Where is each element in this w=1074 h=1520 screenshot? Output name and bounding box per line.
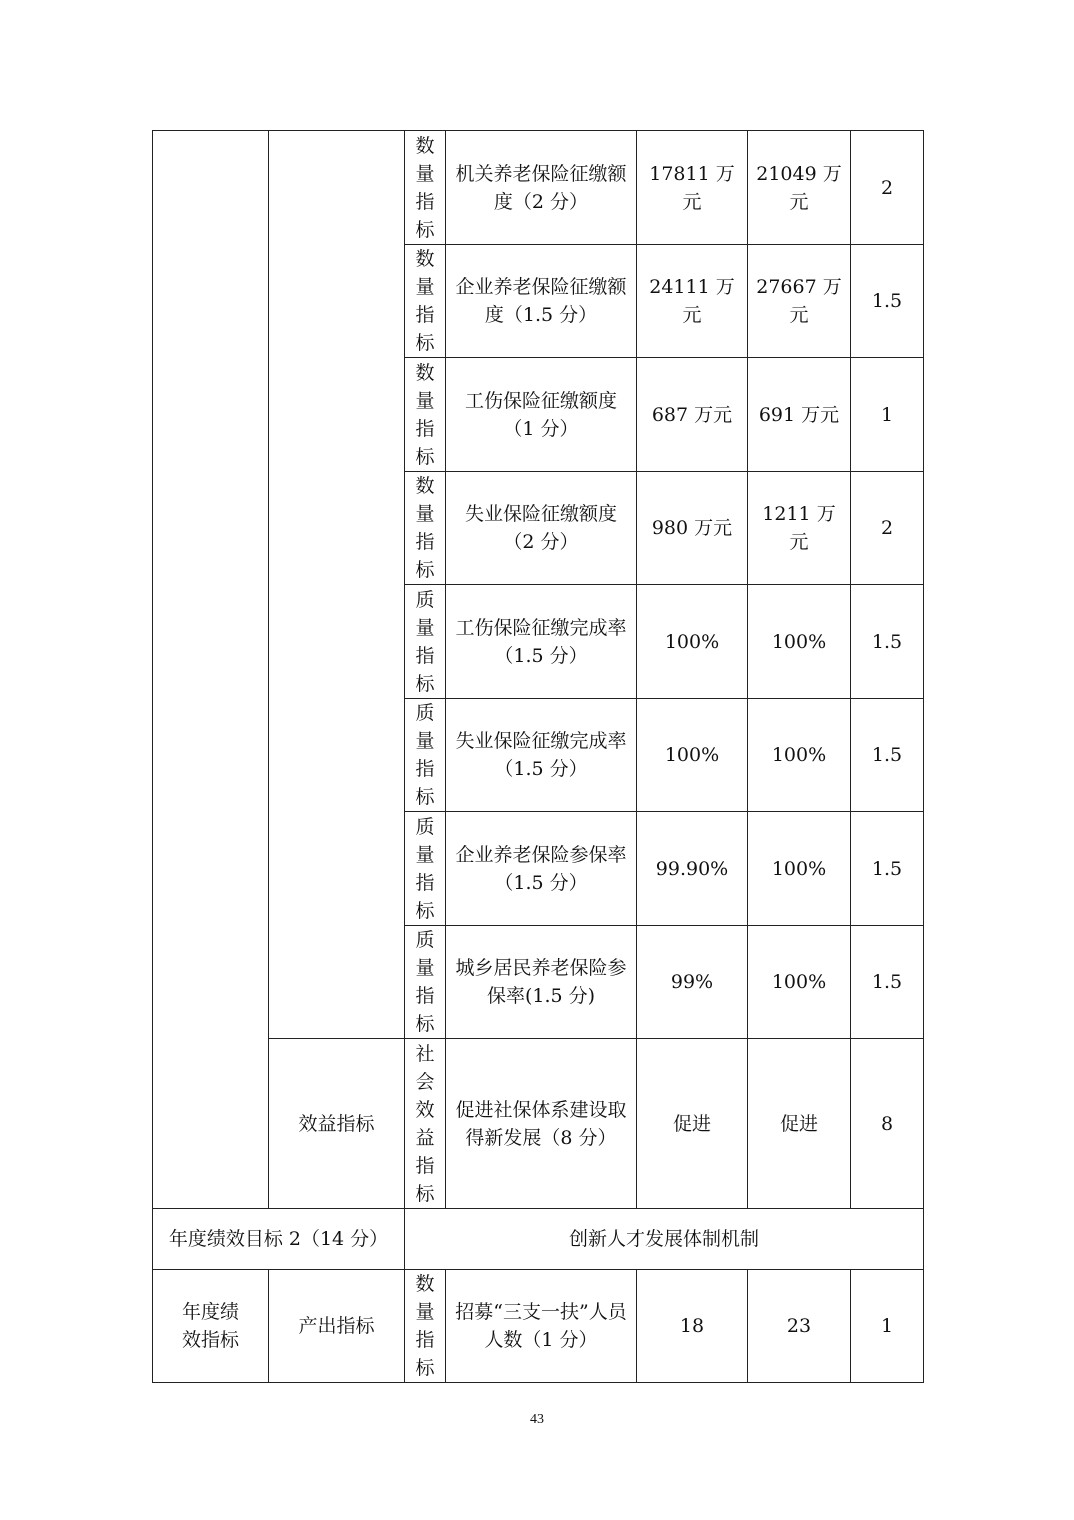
goal-row: [153, 1209, 924, 1270]
actual-value: 100%: [748, 699, 851, 812]
benefit-category: 效益指标: [269, 1039, 405, 1209]
score-value: 8: [851, 1039, 924, 1209]
indicator-kind: 数量指标: [405, 472, 446, 585]
performance-table: [152, 130, 924, 1383]
category-label: 产出指标: [269, 1270, 405, 1383]
indicator-desc: 工伤保险征缴额度（1 分）: [446, 358, 637, 472]
score-value: 2: [851, 131, 924, 245]
table-row: [153, 131, 924, 245]
goal-content: 创新人才发展体制机制: [405, 1209, 924, 1270]
target-value: 687 万元: [637, 358, 748, 472]
indicator-desc: 失业保险征缴额度（2 分）: [446, 472, 637, 585]
score-value: 1.5: [851, 926, 924, 1039]
target-value: 980 万元: [637, 472, 748, 585]
indicator-desc: 失业保险征缴完成率（1.5 分）: [446, 699, 637, 812]
score-value: 1.5: [851, 699, 924, 812]
indicator-kind: 质量指标: [405, 926, 446, 1039]
actual-value: 1211 万元: [748, 472, 851, 585]
indicator-kind: 质量指标: [405, 699, 446, 812]
actual-value: 促进: [748, 1039, 851, 1209]
score-value: 1.5: [851, 585, 924, 699]
target-value: 99%: [637, 926, 748, 1039]
actual-value: 100%: [748, 585, 851, 699]
actual-value: 21049 万元: [748, 131, 851, 245]
target-value: 17811 万元: [637, 131, 748, 245]
indicator-kind: 数量指标: [405, 245, 446, 358]
actual-value: 23: [748, 1270, 851, 1383]
table-row: [153, 1039, 924, 1209]
page-number: 43: [530, 1412, 544, 1427]
actual-value: 100%: [748, 812, 851, 926]
category-cell-empty: [269, 131, 405, 1039]
indicator-desc: 机关养老保险征缴额度（2 分）: [446, 131, 637, 245]
score-value: 1: [851, 358, 924, 472]
indicator-desc: 工伤保险征缴完成率（1.5 分）: [446, 585, 637, 699]
indicator-desc: 促进社保体系建设取得新发展（8 分）: [446, 1039, 637, 1209]
target-value: 促进: [637, 1039, 748, 1209]
target-value: 18: [637, 1270, 748, 1383]
goal-label: 年度绩效目标 2（14 分）: [153, 1209, 405, 1270]
section-cell-empty: [153, 131, 269, 1209]
indicator-desc: 企业养老保险参保率（1.5 分）: [446, 812, 637, 926]
indicator-desc: 城乡居民养老保险参保率(1.5 分): [446, 926, 637, 1039]
actual-value: 100%: [748, 926, 851, 1039]
score-value: 1.5: [851, 245, 924, 358]
indicator-kind: 质量指标: [405, 585, 446, 699]
actual-value: 691 万元: [748, 358, 851, 472]
target-value: 100%: [637, 585, 748, 699]
indicator-kind: 数量指标: [405, 1270, 446, 1383]
indicator-desc: 招募“三支一扶”人员人数（1 分）: [446, 1270, 637, 1383]
score-value: 1: [851, 1270, 924, 1383]
indicator-kind: 社会效益指标: [405, 1039, 446, 1209]
target-value: 100%: [637, 699, 748, 812]
target-value: 24111 万元: [637, 245, 748, 358]
score-value: 1.5: [851, 812, 924, 926]
target-value: 99.90%: [637, 812, 748, 926]
indicator-desc: 企业养老保险征缴额度（1.5 分）: [446, 245, 637, 358]
score-value: 2: [851, 472, 924, 585]
indicator-kind: 数量指标: [405, 131, 446, 245]
indicator-kind: 数量指标: [405, 358, 446, 472]
indicator-kind: 质量指标: [405, 812, 446, 926]
table-row: [153, 1270, 924, 1383]
actual-value: 27667 万元: [748, 245, 851, 358]
section-label: 年度绩效指标: [153, 1270, 269, 1383]
